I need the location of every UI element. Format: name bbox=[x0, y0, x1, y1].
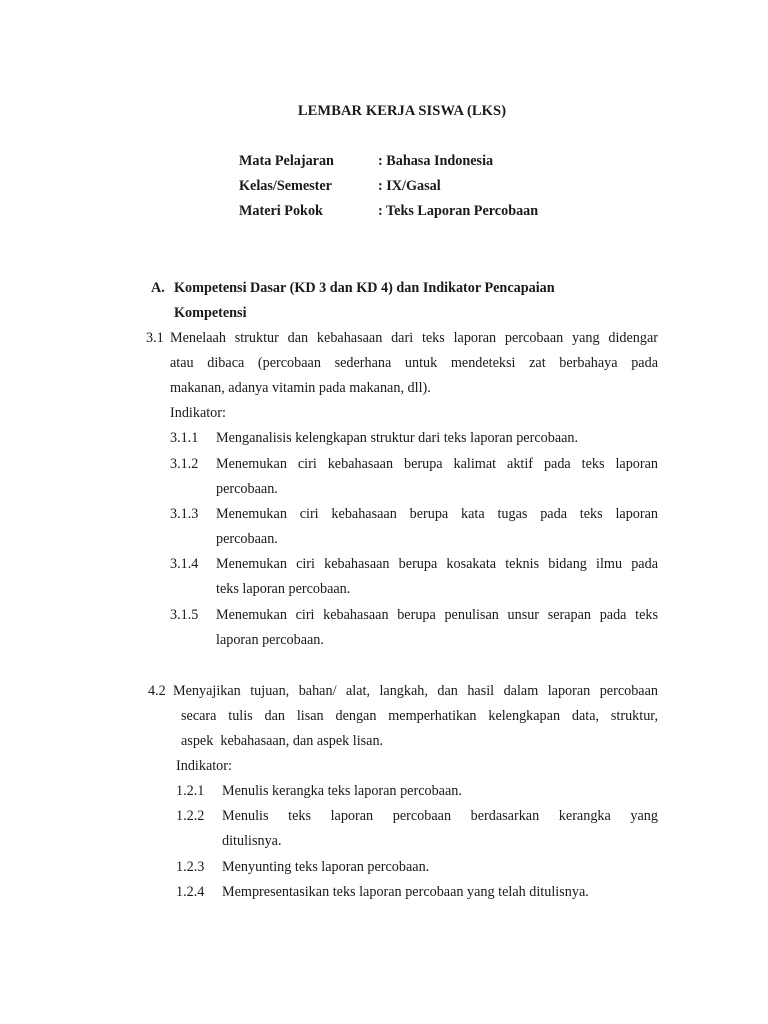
indicator-number: 1.2.3 bbox=[176, 859, 205, 875]
indicator-number: 3.1.4 bbox=[170, 556, 199, 572]
indicator-text: Menemukan ciri kebahasaan berupa kosakata teknis bidang ilmu pada bbox=[216, 556, 658, 572]
meta-value: : Bahasa Indonesia bbox=[378, 153, 494, 169]
kd3-indicator-label: Indikator: bbox=[170, 405, 226, 421]
section-a-heading-line1: Kompetensi Dasar (KD 3 dan KD 4) dan Indikator Pencapaian bbox=[174, 280, 555, 296]
meta-value: : Teks Laporan Percobaan bbox=[378, 203, 539, 219]
meta-value: : IX/Gasal bbox=[378, 178, 441, 194]
indicator-text: Menemukan ciri kebahasaan berupa kata tugas pada teks laporan bbox=[216, 506, 658, 522]
indicator-number: 3.1.5 bbox=[170, 607, 199, 623]
indicator-text: Menyunting teks laporan percobaan. bbox=[222, 859, 430, 875]
kd3-text-line1: Menelaah struktur dan kebahasaan dari teks laporan percobaan yang didengar bbox=[170, 330, 658, 346]
kd4-text-line2: secara tulis dan lisan dengan memperhatikan kelengkapan data, struktur, bbox=[181, 708, 658, 724]
kd4-number: 4.2 bbox=[148, 683, 166, 699]
meta-label: Mata Pelajaran bbox=[239, 153, 334, 169]
indicator-text-cont: ditulisnya. bbox=[222, 833, 282, 849]
indicator-text: Menulis kerangka teks laporan percobaan. bbox=[222, 783, 462, 799]
kd3-text-line2: atau dibaca (percobaan sederhana untuk mendeteksi zat berbahaya pada bbox=[170, 355, 658, 371]
indicator-number: 1.2.2 bbox=[176, 808, 205, 824]
indicator-number: 1.2.1 bbox=[176, 783, 205, 799]
kd4-indicator-label: Indikator: bbox=[176, 758, 232, 774]
meta-label: Materi Pokok bbox=[239, 203, 323, 219]
indicator-text: Mempresentasikan teks laporan percobaan yang telah ditulisnya. bbox=[222, 884, 589, 900]
indicator-text-cont: teks laporan percobaan. bbox=[216, 581, 351, 597]
indicator-number: 1.2.4 bbox=[176, 884, 205, 900]
indicator-text-cont: percobaan. bbox=[216, 481, 278, 497]
indicator-text-cont: laporan percobaan. bbox=[216, 632, 324, 648]
meta-label: Kelas/Semester bbox=[239, 178, 332, 194]
indicator-text: Menganalisis kelengkapan struktur dari teks laporan percobaan. bbox=[216, 430, 579, 446]
indicator-number: 3.1.3 bbox=[170, 506, 199, 522]
indicator-text: Menulis teks laporan percobaan berdasarkan kerangka yang bbox=[222, 808, 658, 824]
section-a-heading-line2: Kompetensi bbox=[174, 305, 247, 321]
section-a-letter: A. bbox=[151, 280, 165, 296]
indicator-text-cont: percobaan. bbox=[216, 531, 278, 547]
indicator-text: Menemukan ciri kebahasaan berupa penulisan unsur serapan pada teks bbox=[216, 607, 658, 623]
kd4-text-line3: aspek kebahasaan, dan aspek lisan. bbox=[181, 733, 384, 749]
kd3-text-line3: makanan, adanya vitamin pada makanan, dll). bbox=[170, 380, 431, 396]
indicator-text: Menemukan ciri kebahasaan berupa kalimat aktif pada teks laporan bbox=[216, 456, 658, 472]
indicator-number: 3.1.2 bbox=[170, 456, 199, 472]
kd3-number: 3.1 bbox=[146, 330, 164, 346]
indicator-number: 3.1.1 bbox=[170, 430, 199, 446]
kd4-text-line1: Menyajikan tujuan, bahan/ alat, langkah, dan hasil dalam laporan percobaan bbox=[173, 683, 658, 699]
document-title: LEMBAR KERJA SISWA (LKS) bbox=[297, 103, 507, 119]
